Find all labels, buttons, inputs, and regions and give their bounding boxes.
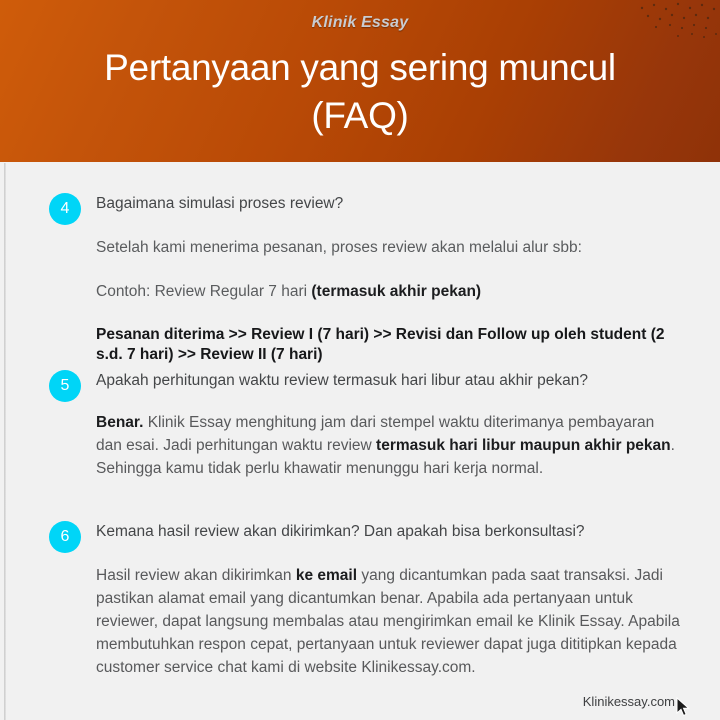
faq-answer-6-part-1: Hasil review akan dikirimkan xyxy=(96,567,296,584)
faq-answer-4-flow: Pesanan diterima >> Review I (7 hari) >> Revisi dan Follow up oleh student (2 s.d. 7 hari) >> Review II (7 hari) xyxy=(96,326,665,363)
faq-answer-4-intro: Setelah kami menerima pesanan, proses review akan melalui alur sbb: xyxy=(96,239,582,256)
footer-website-url: Klinikessay.com xyxy=(582,694,675,709)
mouse-cursor-icon xyxy=(676,697,690,717)
page-title-line-1: Pertanyaan yang sering muncul xyxy=(104,47,616,88)
faq-entry-5 xyxy=(0,370,720,480)
faq-answer-4-example-prefix: Contoh: Review Regular 7 hari xyxy=(96,283,312,300)
faq-entry-6 xyxy=(0,521,720,679)
faq-number-badge-4: 4 xyxy=(49,193,81,225)
slide-header xyxy=(0,0,720,162)
faq-answer-6 xyxy=(96,564,680,679)
faq-answer-4-example-emphasis: (termasuk akhir pekan) xyxy=(311,283,482,300)
faq-question-5: Apakah perhitungan waktu review termasuk hari libur atau akhir pekan? xyxy=(96,372,588,389)
faq-number-badge-6: 6 xyxy=(49,521,81,553)
faq-answer-5-part-2: . Sehingga kamu tidak perlu khawatir menunggu hari kerja normal. xyxy=(96,437,675,477)
faq-answer-5-part-1: Klinik Essay menghitung jam dari stempel waktu diterimanya pembayaran dan esai. Jadi perhitungan waktu review xyxy=(96,414,655,454)
page-title xyxy=(40,44,680,140)
faq-answer-5-emphasis: termasuk hari libur maupun akhir pekan xyxy=(376,437,671,454)
faq-question-4: Bagaimana simulasi proses review? xyxy=(96,195,344,212)
faq-answer-5 xyxy=(96,411,680,480)
faq-number-badge-5: 5 xyxy=(49,370,81,402)
faq-question-6: Kemana hasil review akan dikirimkan? Dan apakah bisa berkonsultasi? xyxy=(96,523,585,540)
faq-answer-6-emphasis: ke email xyxy=(295,567,358,584)
page-title-line-2: (FAQ) xyxy=(311,95,409,136)
faq-entry-4 xyxy=(0,193,720,365)
faq-answer-5-lead: Benar. xyxy=(96,414,144,431)
faq-answer-4-example xyxy=(96,280,680,303)
klinik-essay-logo: Klinik Essay xyxy=(311,14,409,31)
faq-answer-6-part-2: yang dicantumkan pada saat transaksi. Jadi pastikan alamat email yang dicantumkan benar. Apabila ada pertanyaan untuk reviewer, dapat langsung membalas atau mengirimkan email ke Klinik Essay. Apabila membutuhkan respon cepat, pertanyaan untuk reviewer dapat juga dititipkan kepada customer service chat kami di website Klinikessay.com. xyxy=(96,567,680,676)
